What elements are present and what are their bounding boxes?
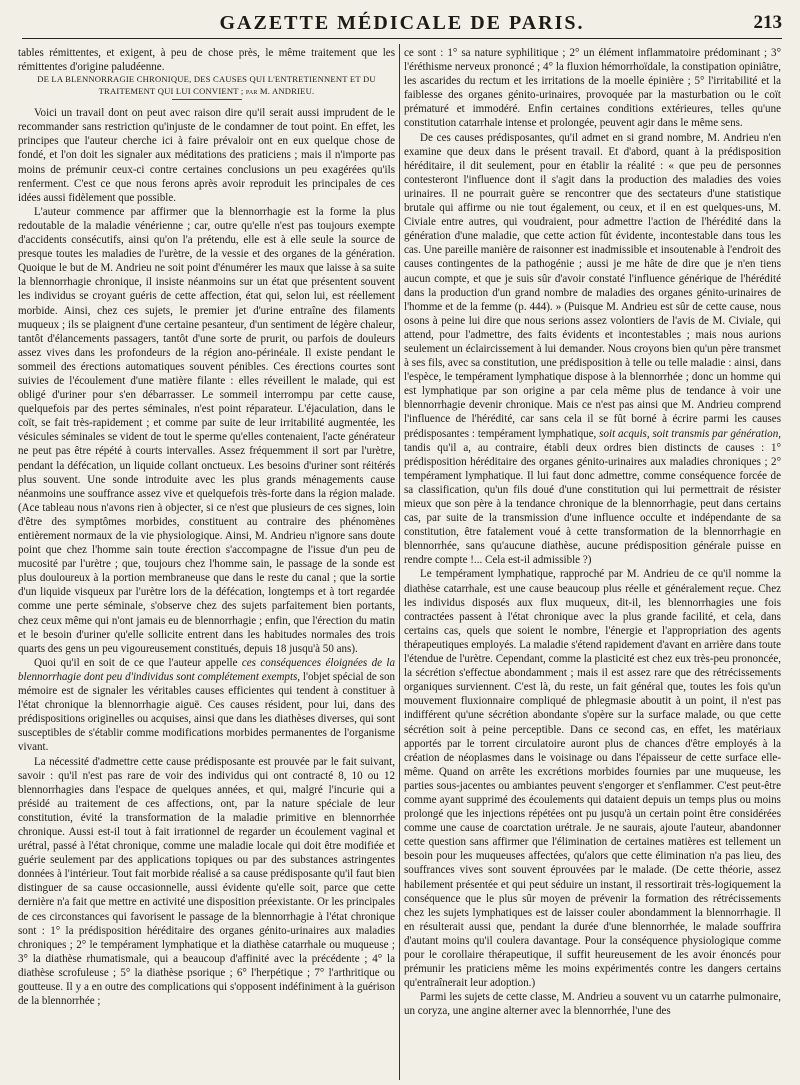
column-rule [399,44,400,1080]
article-title: DE LA BLENNORRAGIE CHRONIQUE, DES CAUSES QUI L'ENTRETIENNENT ET DU TRAITEMENT QUI LUI CONVIENT ; par M. ANDRIEU. [37,74,376,96]
paragraph [18,656,395,755]
paragraph: Voici un travail dont on peut avec raison dire qu'il serait aussi imprudent de le recommander sans restriction qu'injuste de le condamner de tout point. En effet, les principes que l'auteur cherche ici à faire prévaloir ont en eux quelque chose de fondé, et l'on doit les signaler aux méditations des praticiens ; mais il n'importe pas moins de prémunir ceux-ci contre certaines conclusions un peu exagérées qu'ils renferment. C'est ce que nous ferons après avoir reproduit les principales de ces idées aussi fidèlement que possible. [18,107,395,204]
italic-quote: ces conséquences éloignées de la blennorrhagie dont peu d'individus sont complétement exempts, [18,656,395,683]
left-column [18,46,395,1080]
paragraph: L'auteur commence par affirmer que la blennorrhagie est la forme la plus redoutable de la maladie vénérienne ; car, outre qu'elle n'est pas toujours exempte d'accidents consécutifs, ainsi qu'on l'a prétendu, elle est à elle seule la source de presque toutes les maladies de l'urètre, de la vessie et des organes de la génération. Quoique le but de M. Andrieu ne soit point d'énumérer les maux que laisse à sa suite la blennorrhagie chronique, il insiste néanmoins sur un état que présentent souvent les individus se croyant guéris de cette affection, état qui, selon lui, est réellement morbide. Ainsi, chez ces sujets, le premier jet d'urine entraîne des filaments muqueux ; ils se plaignent d'une certaine pesanteur, d'un sentiment de légère chaleur, tantôt d'élancements passagers, tantôt d'une sorte de prurit, ou parfois de douleurs assez vives dans les profondeurs de la région ano-périnéale. Il existe pendant le sommeil des érections automatiques souvent pénibles. Ces érections courtes sont suivies de l'écoulement d'une matière filante : elles réveillent le malade, qui est obligé d'uriner pour s'en débarrasser. Le sommeil interrompu par cette cause, quelquefois par des pertes séminales, n'est point réparateur. L'éjaculation, dans le coït, se fait très-rapidement ; et comme par suite de leur irritabilité augmentée, les vésicules séminales se vident de tout le sperme qu'elles contenaient, l'acte générateur ne peut pas être répété à courts intervalles. Assez fréquemment il sort par l'urètre, pendant la défécation, un liquide collant onctueux. Les besoins d'uriner sont réitérés plus souvent. Une sonde introduite avec les plus grands ménagements cause néanmoins une souffrance assez vive et quelquefois très-forte dans la région malade. (Ace tableau nous n'avons rien à objecter, si ce n'est que plusieurs de ces signes, loin d'être des symptômes morbides, constituent au contraire des phénomènes entièrement normaux de la vie physiologique. Ainsi, M. Andrieu n'ignore sans doute point que chez l'homme sain toute érection s'accompagne de l'issue d'un peu de mucosité par l'urètre ; que, toujours chez l'homme sain, le passage de la sonde est plus douloureux à la portion membraneuse que dans le reste du canal ; que la sortie d'un liquide visqueux par l'urètre lors de la défécation, longtemps et à tort regardée comme une perte séminale, s'observe chez des sujets parfaitement bien portants, chez ceux même qui n'ont jamais eu de blennorrhagie ; enfin, que l'érection du matin et le besoin d'uriner qu'elle sollicite entrent dans les habitudes normales des trois quarts des gens un peu vigoureusement constitués, depuis 18 jusqu'à 50 ans). [18,205,395,655]
page-header [22,8,782,39]
page-number: 213 [753,12,782,33]
right-column [404,46,781,1080]
paragraph: La nécessité d'admettre cette cause prédisposante est prouvée par le fait suivant, savoir : qu'il n'est pas rare de voir des individus qui ont contracté 8, 10 ou 12 blennorrhagies dans l'espace de quelques années, et qui, malgré l'incurie qui a présidé au traitement de ces affections, ont, par la nature spéciale de leur constitution, évité la transformation de la maladie primitive en blennorrhée chronique. Aussi est-il tout à fait irrationnel de regarder un écoulement vaginal et urétral, passé à l'état chronique, comme une maladie locale qui doit être modifiée et guérie seulement par des applications topiques ou par des substances astringentes données à l'intérieur. Tout fait morbide réalisé a sa cause prédisposante qu'il faut bien distinguer de sa cause occasionnelle, aussi évidente qu'elle soit, parce que cette dernière n'a fait que mettre en activité une disposition préexistante. Or les principales de ces circonstances qui favorisent le passage de la blennorrhagie à l'état chronique sont : 1° la prédisposition héréditaire des organes génito-urinaires aux maladies chroniques ; 2° le tempérament lymphatique et la diathèse catarrhale ou muqueuse ; 3° la diathèse rhumatismale, qui a beaucoup d'affinité avec la précédente ; 4° la diathèse scrofuleuse ; 5° la diathèse psorique ; 6° l'herpétique ; 7° l'arthritique ou goutteuse. Il y a en outre des complications qui s'opposent indéfiniment à la guérison de la blennorrhée ; [18,755,395,1008]
text-run: Quoi qu'il en soit de ce que l'auteur appelle [34,656,242,669]
paragraph [404,131,781,568]
paragraph: Le tempérament lymphatique, rapproché par M. Andrieu de ce qu'il nomme la diathèse catarrhale, est une cause beaucoup plus réelle et généralement reçue. Chez les individus disposés aux flux muqueux, dit-il, les blennorrhagies une fois contractées passent à l'état chronique avec la plus grande facilité, et cela, dans certains cas, quels que soient le nombre, l'énergie et l'appropriation des agents thérapeutiques employés. La maladie s'étend rapidement d'avant en arrière dans toute l'étendue de l'urètre. Cependant, comme la plasticité est chez eux très-peu prononcée, la sécrétion s'effectue abondamment ; mais il est assez rare que des rétrécissements organiques surviennent. C'est là, du reste, un fait général que, toutes les fois qu'un mouvement fluxionnaire compliqué de phlegmasie aboutit à un point, il n'est pas indifférent qu'une sécrétion abondante s'opère sur la surface malade, ou que cette sécrétion soit à peine perceptible. Dans ce second cas, en effet, les matériaux apportés par le torrent circulatoire auront plus de chances d'être employés à la création de néoplasmes dans le voisinage ou dans l'épaisseur de cette surface elle-même. Quand on arrête les excrétions morbides fournies par une muqueuse, les parties sous-jacentes ou ambiantes peuvent s'engorger et s'enflammer. C'est peut-être comme ayant supprimé des écoulements qui dataient depuis un temps plus ou moins prolongé que les injections répétées ont pu jusqu'à un certain point être considérées comme une cause de coarctation urétrale. Je ne saurais, ajoute l'auteur, abandonner cette question sans affirmer que l'élimination de certaines matières est tellement un besoin pour les muqueuses affectées, qu'alors que cette élimination n'a pas lieu, des souffrances vives sont souvent éprouvées par le malade. (De cette théorie, assez habilement présentée et qui peut séduire un instant, il ressortirait très-logiquement la conséquence que le plus sûr moyen de prévenir la formation des rétrécissements chez les sujets lymphatiques est de laisser couler abondamment la blennorrhagie. Il en résulterait aussi que, pendant la durée d'une blennorrhée, le malade souffrira d'autant moins qu'il coulera davantage. Pour la conséquence physiologique comme pour le corollaire thérapeutique, il suffit heureusement de les avoir énoncés pour prémunir les praticiens même les moins expérimentés contre les dangers certains qu'entraînerait leur adoption.) [404,568,781,990]
text-run: tandis qu'il a, au contraire, établi deux ordres bien distincts de causes : 1° prédisposition héréditaire des organes génito-urinaires aux maladies chroniques ; 2° tempérament lymphatique. Il lui faut donc admettre, comme conséquence forcée de sa classification, qu'un fils doué d'une constitution qui lui permettrait de résister mieux que son père à la tendance chronique de la blennorrhagie, peut dans certains cas, par suite de la transmission d'une influence occulte et indépendante de sa constitution, être fatalement voué à cette transformation de la blennorrhagie en blennorrhée, sans qu'aucune diathèse, aucune prédisposition générale puisse en rendre compte !... Cela est-il admissible ?) [404,441,781,567]
text-run: De ces causes prédisposantes, qu'il admet en si grand nombre, M. Andrieu n'en examine que deux dans le présent travail. Et d'abord, quant à la prédisposition héréditaire, il dit seulement, pour en établir la réalité : « que peu de personnes contesteront l'influence dont il s'agit dans la production des maladies des voies urinaires. Il ne pourrait guère se rencontrer que des sectateurs d'une statistique brutale qui affirme ou nie tout également, ou ceux, et il en est quelques-uns, M. Civiale entre autres, qui voudraient, pour admettre l'action de l'hérédité dans la génération d'une maladie, que cette action fût évidente, incontestable dans tous les cas. Une pareille manière de raisonner est inadmissible et insoutenable à l'endroit des causes contingentes de la pathogénie ; aussi je me hâte de dire que je n'en tiens aucun compte, et que je suis sûr d'avoir constaté l'influence générique de l'hérédité dans la production d'un grand nombre de maladies des organes génito-urinaires de l'homme et de la femme (p. 444). » (Puisque M. Andrieu est sûr de cette cause, nous osons à peine lui dire que nous serions assez volontiers de l'avis de M. Civiale, qui attend, pour l'admettre, des faits évidents et incontestables ; mais nous aurions seulement un éclaircissement à lui demander. Nous croyons bien qu'un père transmet à ses fils, avec sa constitution, une prédisposition à telle ou telle maladie : ainsi, dans l'espèce, le tempérament lymphatique dispose à la blennorrhée ; donc un homme qui est lymphatique par son origine a par cela même plus de tendance à voir une blennorrhagie devenir chronique. Mais ce n'est pas ainsi que M. Andrieu comprend l'influence de l'hérédité, car sans cela il se fût borné à écrire parmi les causes prédisposantes : tempérament lymphatique, [404,131,781,440]
title-divider [172,99,242,100]
paragraph: Parmi les sujets de cette classe, M. Andrieu a souvent vu un catarrhe pulmonaire, un coryza, une angine alterner avec la blennorrhée, l'une des [404,991,781,1018]
italic-phrase: soit acquis, soit transmis par génération, [599,427,781,440]
paragraph-continued: tables rémittentes, et exigent, à peu de chose près, le même traitement que les rémittentes d'origine paludéenne. [18,47,395,74]
paragraph-continued: ce sont : 1° sa nature syphilitique ; 2° un élément inflammatoire prédominant ; 3° l'éréthisme nerveux prononcé ; 4° la fluxion hémorrhoïdale, la constipation opiniâtre, les ascarides du rectum et les irritations de la moelle épinière ; 5° l'irritabilité et la faiblesse des organes génito-urinaires, provoquée par la masturbation ou le coït prématuré et immodéré. Enfin certaines conditions extérieures, telles qu'une constitution catarrhale intense et prolongée, peuvent agir dans le même sens. [404,47,781,130]
masthead-title: GAZETTE MÉDICALE DE PARIS. [219,12,585,34]
text-run: l'objet spécial de son mémoire est de signaler les véritables causes efficientes qui tendent à constituer à l'état chronique la blennorrhagie aiguë. Ces causes résident, pour lui, dans des prédispositions originelles ou acquises, ainsi que dans les diathèses diverses, qui sont susceptibles de s'établir comme modifications morbides permanentes de l'organisme vivant. [18,670,395,754]
